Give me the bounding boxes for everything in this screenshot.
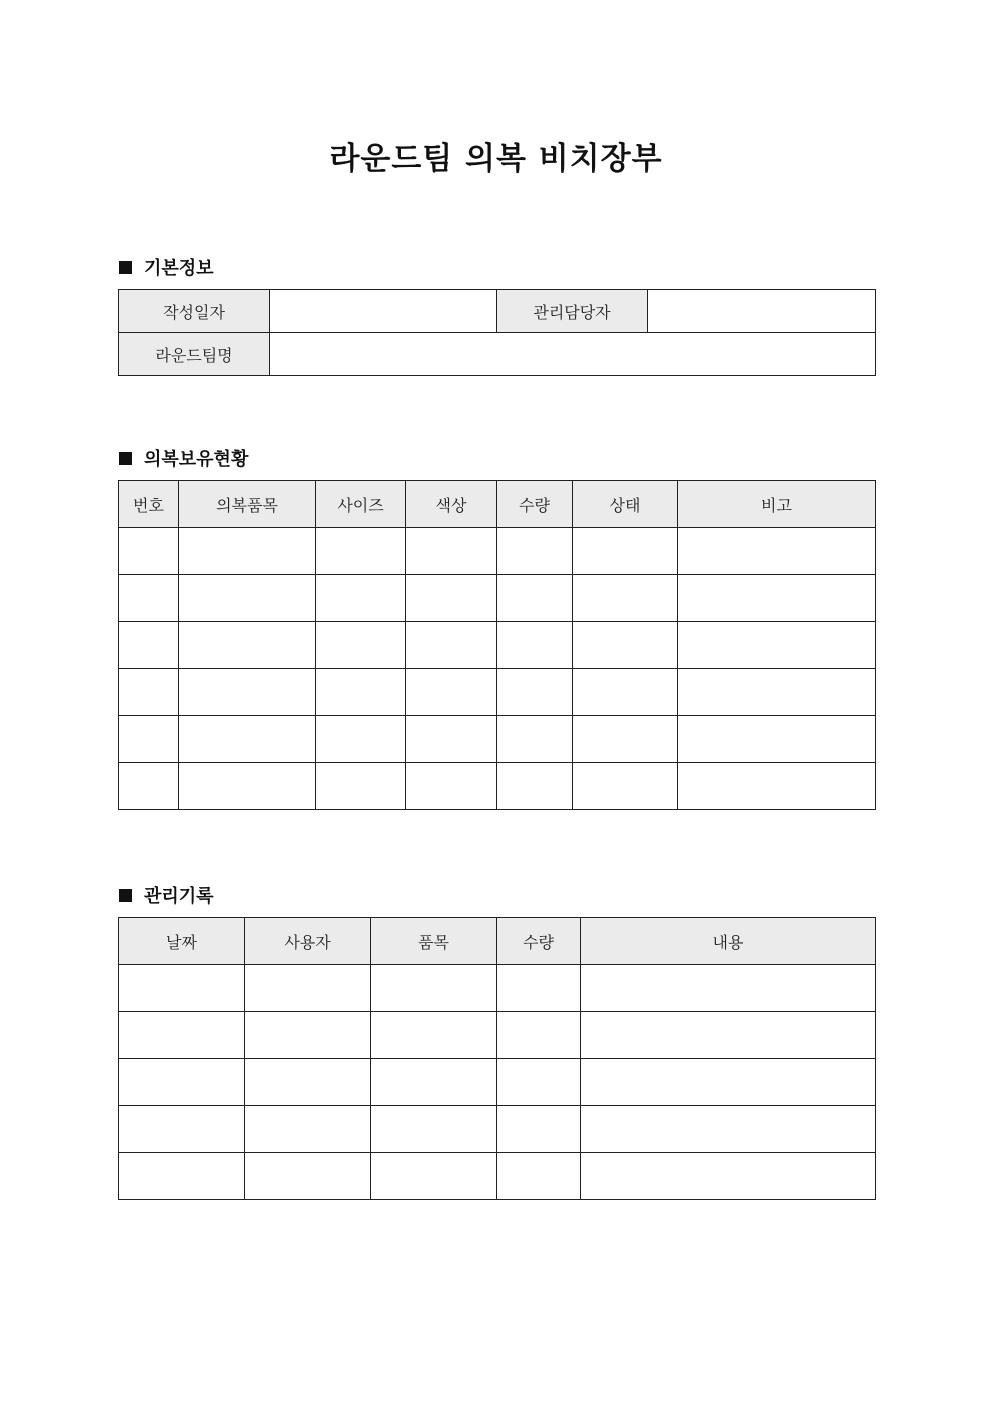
table-cell[interactable] [497, 575, 573, 622]
table-cell[interactable] [497, 965, 581, 1012]
table-cell[interactable] [406, 528, 497, 575]
table-cell[interactable] [119, 528, 179, 575]
basic-info-row [119, 290, 876, 333]
table-cell[interactable] [573, 528, 678, 575]
table-cell[interactable] [406, 716, 497, 763]
column-header: 수량 [497, 481, 573, 528]
manager-field[interactable] [648, 290, 876, 333]
table-cell[interactable] [119, 575, 179, 622]
table-cell[interactable] [316, 716, 406, 763]
square-bullet-icon [119, 889, 132, 902]
table-cell[interactable] [316, 622, 406, 669]
table-cell[interactable] [245, 1059, 371, 1106]
table-row [119, 965, 876, 1012]
table-cell[interactable] [179, 575, 316, 622]
table-cell[interactable] [245, 1153, 371, 1200]
table-cell[interactable] [119, 965, 245, 1012]
column-header: 색상 [406, 481, 497, 528]
basic-info-heading [119, 254, 214, 280]
log-table [118, 917, 876, 1200]
table-cell[interactable] [497, 1012, 581, 1059]
square-bullet-icon [119, 261, 132, 274]
table-cell[interactable] [678, 622, 876, 669]
table-cell[interactable] [497, 716, 573, 763]
table-cell[interactable] [497, 1106, 581, 1153]
table-cell[interactable] [573, 575, 678, 622]
table-cell[interactable] [371, 1059, 497, 1106]
column-header: 상태 [573, 481, 678, 528]
table-row [119, 528, 876, 575]
table-row [119, 669, 876, 716]
table-cell[interactable] [497, 528, 573, 575]
inventory-heading [119, 445, 248, 471]
team-name-label: 라운드팀명 [119, 333, 270, 376]
table-cell[interactable] [371, 1012, 497, 1059]
column-header: 수량 [497, 918, 581, 965]
table-cell[interactable] [316, 763, 406, 810]
table-cell[interactable] [371, 1106, 497, 1153]
table-row [119, 1059, 876, 1106]
table-cell[interactable] [573, 622, 678, 669]
table-cell[interactable] [678, 669, 876, 716]
table-cell[interactable] [581, 1059, 876, 1106]
table-cell[interactable] [245, 965, 371, 1012]
table-cell[interactable] [179, 622, 316, 669]
table-cell[interactable] [119, 669, 179, 716]
table-cell[interactable] [119, 622, 179, 669]
manager-label: 관리담당자 [497, 290, 648, 333]
table-cell[interactable] [119, 1106, 245, 1153]
column-header: 품목 [371, 918, 497, 965]
column-header: 번호 [119, 481, 179, 528]
table-cell[interactable] [316, 575, 406, 622]
inventory-heading-text: 의복보유현황 [144, 449, 249, 470]
table-cell[interactable] [581, 1106, 876, 1153]
table-cell[interactable] [573, 669, 678, 716]
table-cell[interactable] [573, 716, 678, 763]
table-cell[interactable] [119, 716, 179, 763]
column-header: 내용 [581, 918, 876, 965]
table-row [119, 716, 876, 763]
table-cell[interactable] [678, 763, 876, 810]
column-header: 사이즈 [316, 481, 406, 528]
table-row [119, 1012, 876, 1059]
inventory-table [118, 480, 876, 810]
table-cell[interactable] [581, 1153, 876, 1200]
table-cell[interactable] [497, 1059, 581, 1106]
log-heading-text: 관리기록 [144, 886, 214, 907]
page-title: 라운드팀 의복 비치장부 [329, 141, 663, 177]
table-row [119, 575, 876, 622]
date-label: 작성일자 [119, 290, 270, 333]
table-cell[interactable] [678, 575, 876, 622]
column-header: 의복품목 [179, 481, 316, 528]
table-cell[interactable] [316, 669, 406, 716]
table-cell[interactable] [581, 1012, 876, 1059]
column-header: 사용자 [245, 918, 371, 965]
table-row [119, 1153, 876, 1200]
table-cell[interactable] [678, 528, 876, 575]
column-header: 날짜 [119, 918, 245, 965]
table-cell[interactable] [497, 1153, 581, 1200]
table-cell[interactable] [179, 716, 316, 763]
square-bullet-icon [119, 452, 132, 465]
table-cell[interactable] [119, 763, 179, 810]
basic-info-row [119, 333, 876, 376]
table-cell[interactable] [119, 1012, 245, 1059]
table-cell[interactable] [406, 575, 497, 622]
date-field[interactable] [270, 290, 497, 333]
table-cell[interactable] [245, 1012, 371, 1059]
table-cell[interactable] [406, 763, 497, 810]
table-cell[interactable] [245, 1106, 371, 1153]
log-header-row [119, 918, 876, 965]
table-cell[interactable] [179, 669, 316, 716]
basic-info-table [118, 289, 876, 376]
table-cell[interactable] [406, 669, 497, 716]
table-cell[interactable] [497, 669, 573, 716]
table-cell[interactable] [179, 528, 316, 575]
table-row [119, 622, 876, 669]
table-cell[interactable] [573, 763, 678, 810]
table-row [119, 763, 876, 810]
inventory-header-row [119, 481, 876, 528]
table-cell[interactable] [406, 622, 497, 669]
table-cell[interactable] [119, 1153, 245, 1200]
basic-info-heading-text: 기본정보 [144, 258, 214, 279]
table-cell[interactable] [581, 965, 876, 1012]
table-cell[interactable] [678, 716, 876, 763]
table-cell[interactable] [497, 622, 573, 669]
table-cell[interactable] [371, 965, 497, 1012]
column-header: 비고 [678, 481, 876, 528]
log-heading [119, 882, 214, 908]
table-cell[interactable] [179, 763, 316, 810]
table-cell[interactable] [497, 763, 573, 810]
table-cell[interactable] [316, 528, 406, 575]
table-cell[interactable] [371, 1153, 497, 1200]
team-name-field[interactable] [270, 333, 876, 376]
table-row [119, 1106, 876, 1153]
table-cell[interactable] [119, 1059, 245, 1106]
